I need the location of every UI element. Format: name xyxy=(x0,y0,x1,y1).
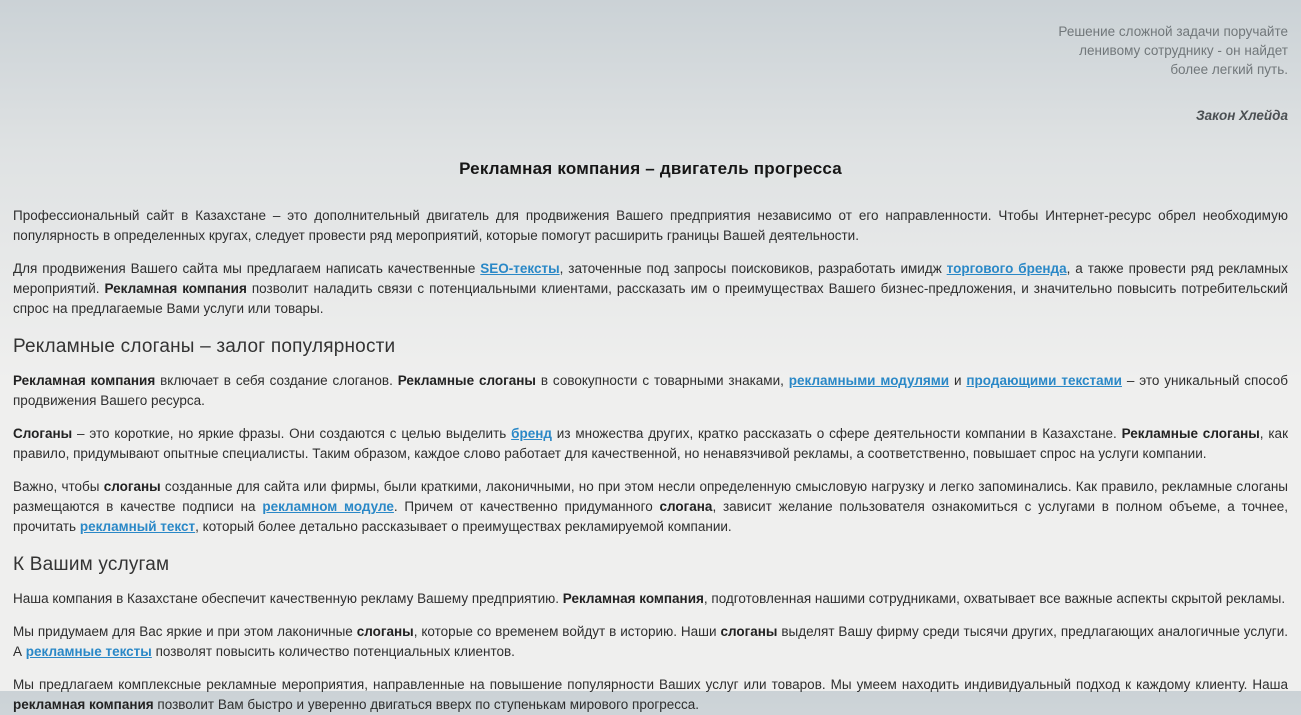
paragraph xyxy=(13,589,1288,609)
paragraph xyxy=(13,622,1288,662)
body-text: из множества других, кратко рассказать о сфере деятельности компании в Казахстане. xyxy=(551,426,1122,441)
body-text: позволит наладить связи с потенциальными клиентами, рассказать им о преимуществах Вашего бизнес-предложения, и значительно повысить потребительский спрос на предлагаемые Вами услуги или товары. xyxy=(13,281,1288,316)
section-heading: Рекламные слоганы – залог популярности xyxy=(13,336,396,357)
body-text: в совокупности с товарными знаками, xyxy=(535,373,789,388)
body-text: , который более детально рассказывает о преимуществах рекламируемой компании. xyxy=(195,519,732,534)
body-text: Важно, чтобы xyxy=(13,479,104,494)
body-text: , заточенные под запросы поисковиков, разработать имидж xyxy=(559,261,947,276)
body-text: , подготовленная нашими сотрудниками, охватывает все важные аспекты скрытой рекламы. xyxy=(703,591,1286,606)
body-text: и xyxy=(949,373,967,388)
bold-text: слоганы xyxy=(356,624,414,639)
link-torgovogo-brenda[interactable]: торгового бренда xyxy=(946,261,1067,276)
link-reklamnymi-modulyami[interactable]: рекламными модулями xyxy=(788,373,950,388)
body-text: , как правило, придумывают опытные специалисты. Таким образом, каждое слово работает для качественной, но ненавязчивой рекламы, а соответственно, повышает спрос на услуги компании. xyxy=(13,426,1288,461)
paragraph xyxy=(13,371,1288,411)
body-text: , зависит желание пользователя ознакомиться с услугами в полном объеме, а точнее, прочитать xyxy=(13,499,1288,534)
body-text: – это короткие, но яркие фразы. Они создаются с целью выделить xyxy=(72,426,512,441)
epigraph-attribution: Закон Хлейда xyxy=(1195,108,1288,123)
body-text: Наша компания в Казахстане обеспечит качественную рекламу Вашему предприятию. xyxy=(13,591,563,606)
bold-text: Рекламная компания xyxy=(13,373,156,388)
page-title: Рекламная компания – двигатель прогресса xyxy=(459,159,842,178)
body-text: . Причем от качественно придуманного xyxy=(393,499,660,514)
body-text: , которые со временем войдут в историю. Наши xyxy=(413,624,721,639)
body-text: созданные для сайта или фирмы, были краткими, лаконичными, но при этом несли определенную смысловую нагрузку и легко запоминались. Как правило, рекламные слоганы размещаются в качестве подписи на xyxy=(13,479,1288,514)
link-seo-teksty[interactable]: SEO-тексты xyxy=(480,261,560,276)
body-text: включает в себя создание слоганов. xyxy=(155,373,398,388)
epigraph-line: ленивому сотруднику - он найдет xyxy=(1079,43,1288,58)
body-text: позволит Вам быстро и уверенно двигаться вверх по ступенькам мирового прогресса. xyxy=(153,697,700,712)
article-body xyxy=(13,206,1288,715)
link-prodayushchimi-tekstami[interactable]: продающими текстами xyxy=(966,373,1122,388)
bold-text: слоганы xyxy=(103,479,161,494)
body-text: выделят Вашу фирму среди тысячи других, предлагающих аналогичные услуги. А xyxy=(13,624,1288,659)
section-heading: К Вашим услугам xyxy=(13,554,170,575)
body-text: Мы предлагаем комплексные рекламные мероприятия, направленные на повышение популярности Ваших услуг или товаров. Мы умеем находить индивидуальный подход к каждому клиенту. Наша xyxy=(13,677,1288,692)
epigraph-line: Решение сложной задачи поручайте xyxy=(1058,24,1288,39)
paragraph xyxy=(13,424,1288,464)
bold-text: Рекламная компания xyxy=(562,591,704,606)
body-text: позволят повысить количество потенциальных клиентов. xyxy=(151,644,515,659)
bold-text: слоганы xyxy=(720,624,778,639)
body-text: Мы придумаем для Вас яркие и при этом лаконичные xyxy=(13,624,357,639)
epigraph-line: более легкий путь. xyxy=(1170,62,1288,77)
bold-text: Рекламные слоганы xyxy=(397,373,536,388)
paragraph xyxy=(13,477,1288,537)
bold-text: Рекламная компания xyxy=(104,281,247,296)
link-brend[interactable]: бренд xyxy=(511,426,552,441)
bold-text: Рекламные слоганы xyxy=(1121,426,1260,441)
body-text: , а также провести ряд рекламных мероприятий. xyxy=(13,261,1288,296)
epigraph xyxy=(13,22,1288,125)
body-text: Для продвижения Вашего сайта мы предлагаем написать качественные xyxy=(13,261,481,276)
paragraph xyxy=(13,206,1288,246)
link-reklamnyi-tekst[interactable]: рекламный текст xyxy=(79,519,196,534)
bold-text: рекламная компания xyxy=(13,697,154,712)
bold-text: Слоганы xyxy=(13,426,73,441)
body-text: Профессиональный сайт в Казахстане – это дополнительный двигатель для продвижения Вашего предприятия независимо от его направленности. Чтобы Интернет-ресурс обрел необходимую популярность в определенных кругах, следует провести ряд мероприятий, которые помогут расширить границы Вашей деятельности. xyxy=(13,208,1288,243)
paragraph xyxy=(13,259,1288,319)
link-reklamnye-teksty[interactable]: рекламные тексты xyxy=(25,644,152,659)
link-reklamnom-module[interactable]: рекламном модуле xyxy=(262,499,394,514)
body-text: – это уникальный способ продвижения Вашего ресурса. xyxy=(13,373,1288,408)
paragraph xyxy=(13,675,1288,715)
bold-text: слогана xyxy=(659,499,713,514)
